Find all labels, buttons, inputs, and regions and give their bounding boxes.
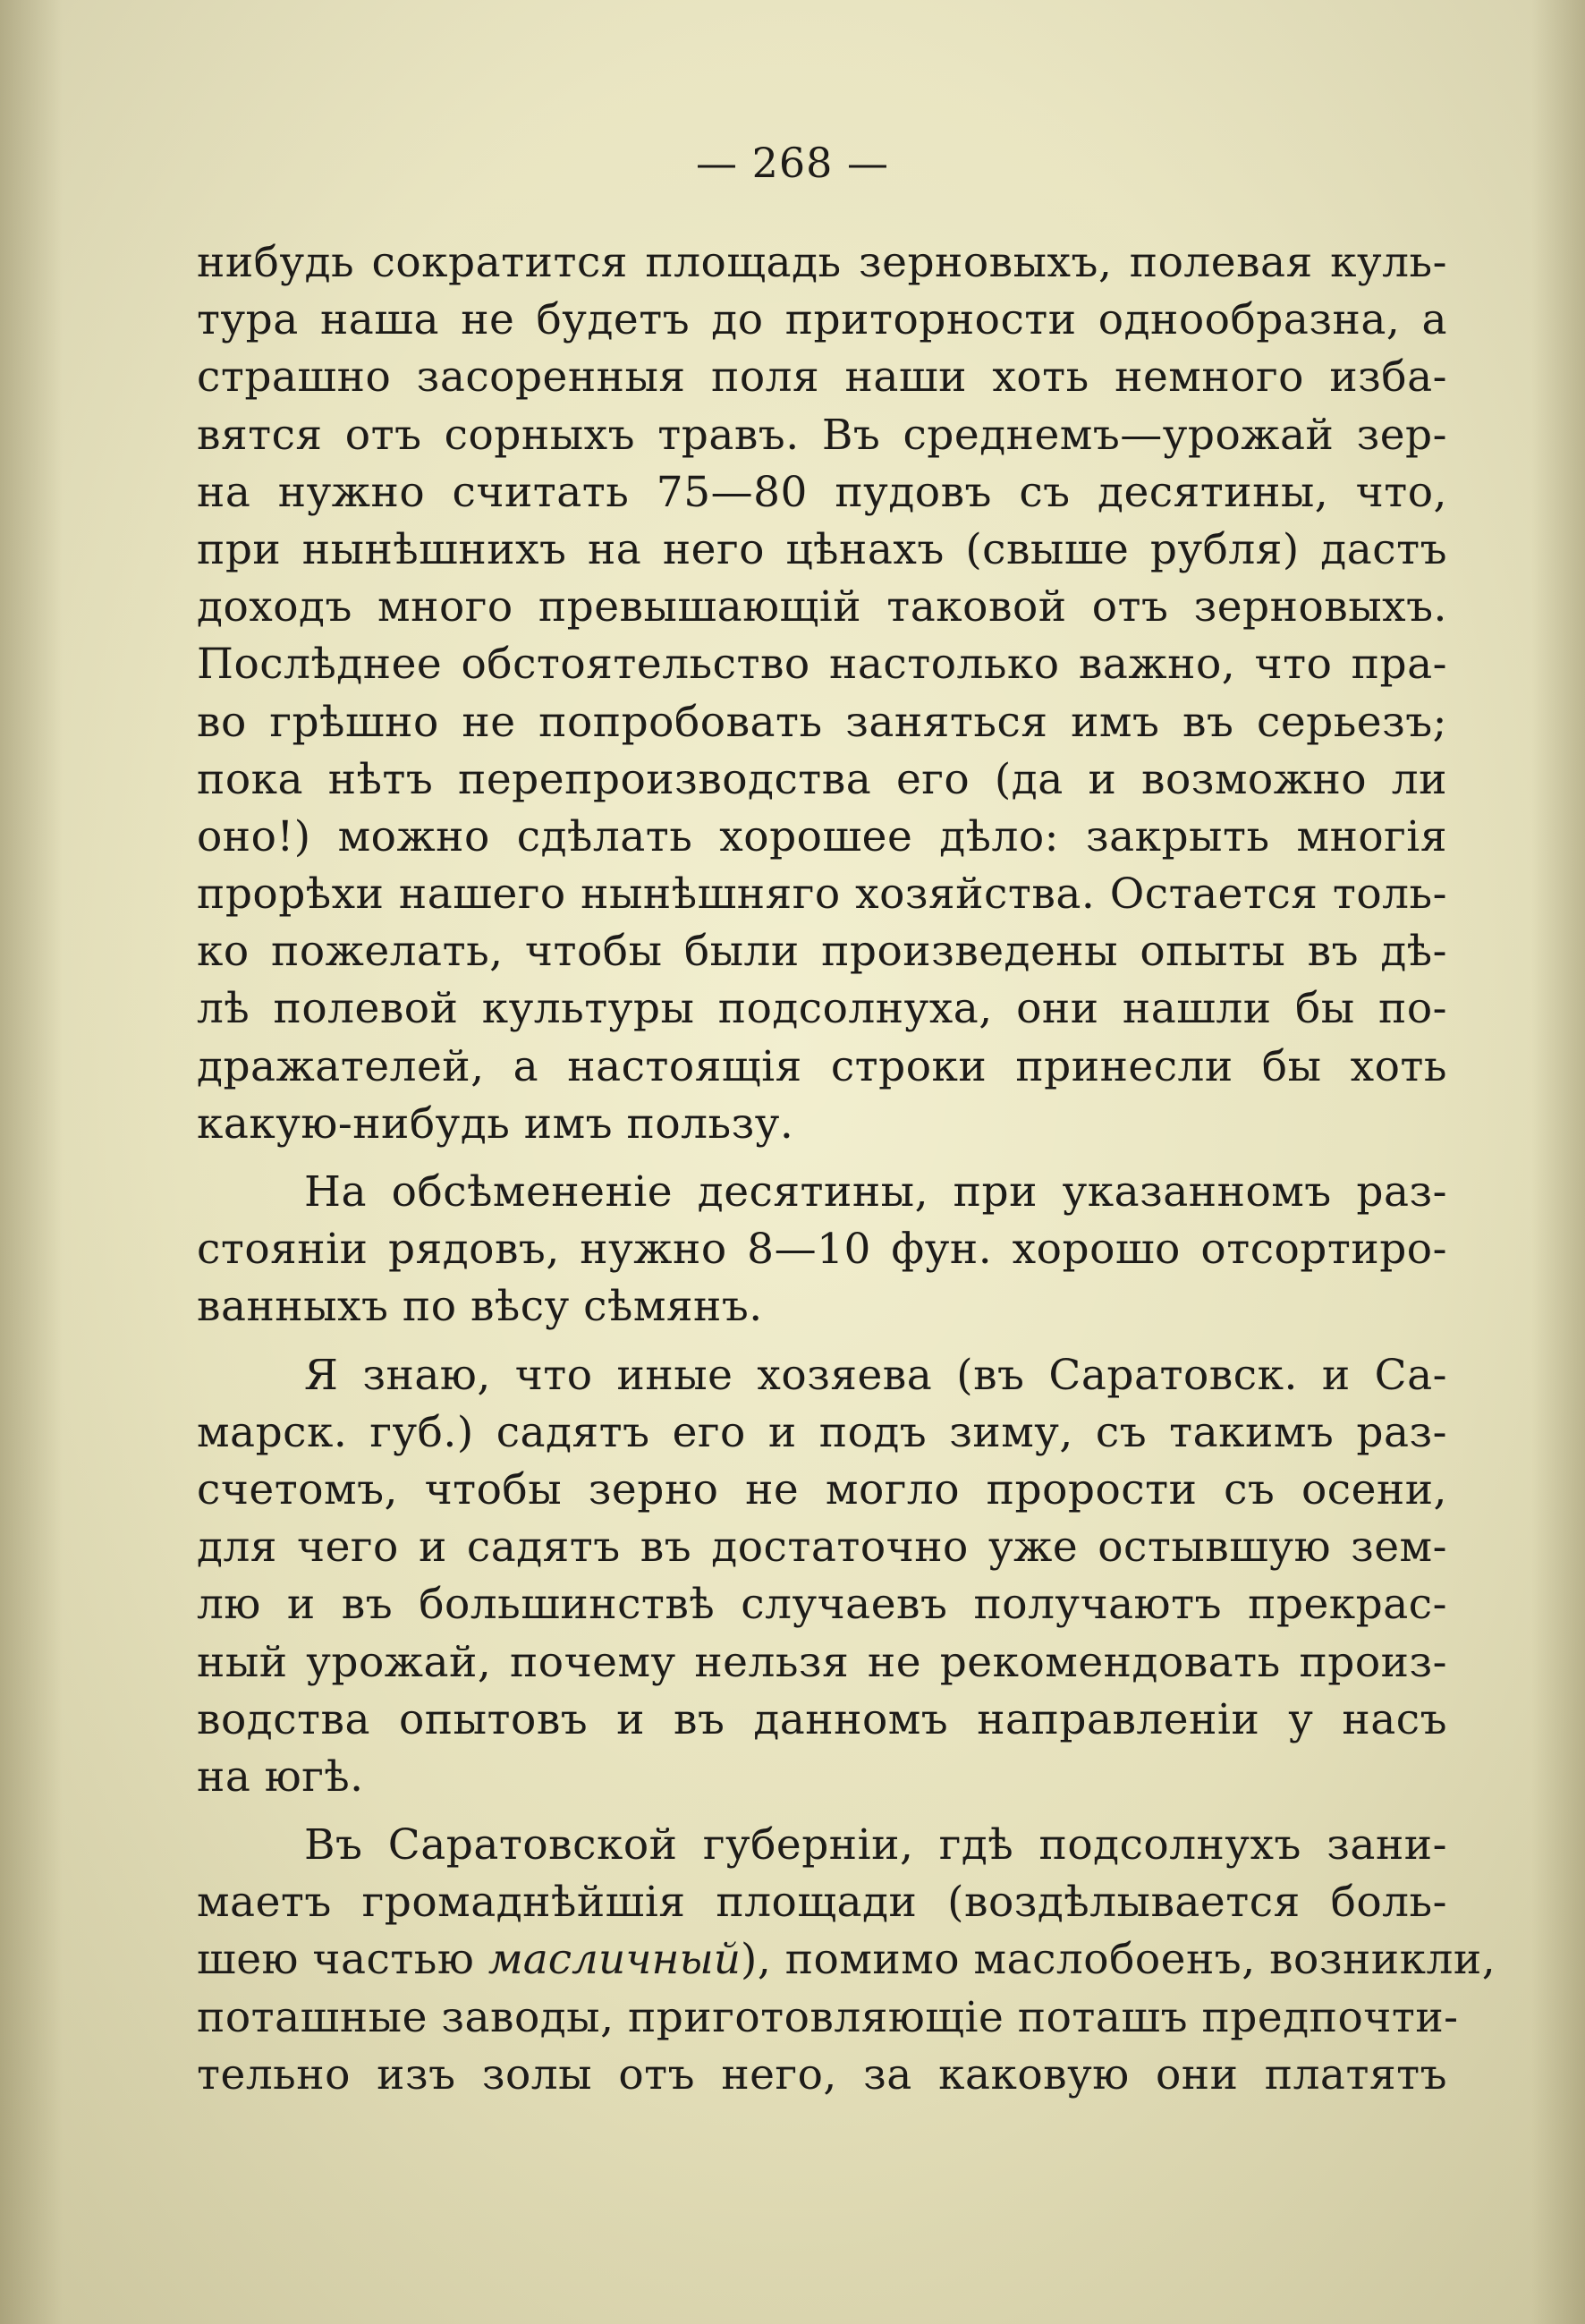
text-line: для чего и садятъ въ достаточно уже остывшую зем- — [197, 1522, 1447, 1573]
text-line: при нынѣшнихъ на него цѣнахъ (свыше рубля) дастъ — [197, 524, 1447, 574]
text-line: маетъ громаднѣйшія площади (воздѣлывается боль- — [197, 1878, 1447, 1928]
body-text — [197, 234, 1496, 2104]
paragraph-gap — [197, 1806, 1447, 1817]
page-shadow-left — [0, 0, 63, 2324]
text-line: пока нѣтъ перепроизводства его (да и возможно ли — [197, 754, 1447, 804]
text-line: доходъ много превышающій таковой отъ зерновыхъ. — [197, 582, 1447, 632]
text-line: ванныхъ по вѣсу сѣмянъ. — [197, 1282, 763, 1332]
text-line: стояніи рядовъ, нужно 8—10 фун. хорошо отсортиро- — [197, 1225, 1447, 1275]
text-fragment: шею частью — [197, 1935, 488, 1985]
text-line: на нужно считать 75—80 пудовъ съ десятины, что, — [197, 467, 1447, 517]
text-line: лѣ полевой культуры подсолнуха, они нашли бы по- — [197, 984, 1447, 1034]
text-fragment: ), помимо маслобоенъ, возникли, — [741, 1935, 1496, 1985]
text-line: счетомъ, чтобы зерно не могло прорости съ осени, — [197, 1464, 1447, 1514]
text-line: тура наша не будетъ до приторности однообразна, а — [197, 295, 1447, 345]
paragraph-1 — [197, 234, 1447, 1153]
page-shadow-right — [1531, 0, 1585, 2324]
page-number: — 268 — — [695, 139, 890, 187]
text-line: Послѣднее обстоятельство настолько важно, что пра- — [197, 640, 1447, 690]
text-line: оно!) можно сдѣлать хорошее дѣло: закрыть многія — [197, 811, 1447, 861]
text-line: на югѣ. — [197, 1751, 364, 1802]
paragraph-gap — [197, 1153, 1447, 1164]
text-line: ко пожелать, чтобы были произведены опыты въ дѣ- — [197, 927, 1447, 977]
text-line: страшно засоренныя поля наши хоть немного изба- — [197, 352, 1447, 403]
text-line: дражателей, а настоящія строки принесли бы хоть — [197, 1041, 1447, 1091]
text-line: поташные заводы, приготовляющіе поташъ предпочти- — [197, 1992, 1459, 2042]
text-line: во грѣшно не попробовать заняться имъ въ серьезъ; — [197, 697, 1447, 747]
italic-term: масличный — [487, 1935, 741, 1985]
text-line: водства опытовъ и въ данномъ направленіи у насъ — [197, 1694, 1447, 1744]
text-line: На обсѣмененіе десятины, при указанномъ раз- — [304, 1167, 1447, 1217]
text-line: ный урожай, почему нельзя не рекомендовать произ- — [197, 1637, 1447, 1687]
text-line: Въ Саратовской губерніи, гдѣ подсолнухъ зани- — [304, 1820, 1447, 1870]
text-line: марск. губ.) садятъ его и подъ зиму, съ такимъ раз- — [197, 1407, 1447, 1457]
paragraph-gap — [197, 1336, 1447, 1347]
paragraph-2 — [197, 1164, 1447, 1336]
text-line: нибудь сократится площадь зерновыхъ, полевая куль- — [197, 238, 1447, 287]
paragraph-3 — [197, 1347, 1447, 1807]
text-line: прорѣхи нашего нынѣшняго хозяйства. Остается толь- — [197, 869, 1447, 920]
text-line: вятся отъ сорныхъ травъ. Въ среднемъ—урожай зер- — [197, 410, 1447, 460]
text-line: лю и въ большинствѣ случаевъ получаютъ прекрас- — [197, 1580, 1447, 1630]
text-line: какую-нибудь имъ пользу. — [197, 1098, 794, 1149]
text-line: Я знаю, что иные хозяева (въ Саратовск. и Са- — [304, 1350, 1447, 1400]
paragraph-4 — [197, 1817, 1496, 2104]
text-line-mixed — [197, 1931, 1496, 1989]
text-line: тельно изъ золы отъ него, за каковую они платятъ — [197, 2049, 1447, 2099]
